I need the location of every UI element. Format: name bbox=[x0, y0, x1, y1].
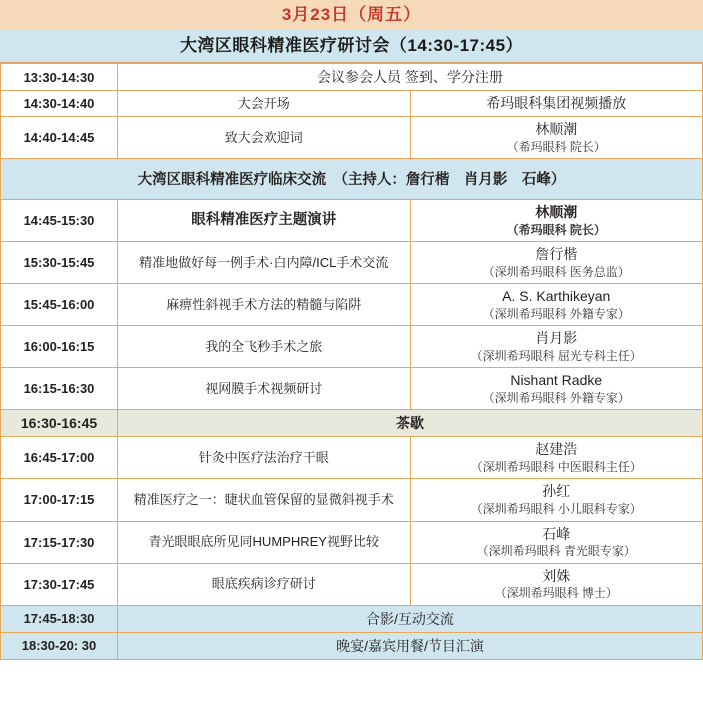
table-row bbox=[1, 91, 703, 117]
row-topic: 青光眼眼底所见同HUMPHREY视野比较 bbox=[118, 521, 411, 563]
speaker-name: A. S. Karthikeyan bbox=[502, 288, 611, 305]
row-topic: 针灸中医疗法治疗干眼 bbox=[118, 437, 411, 479]
row-time: 16:15-16:30 bbox=[1, 368, 118, 410]
table-row bbox=[1, 116, 703, 158]
speaker-org: （希玛眼科 院长） bbox=[506, 222, 606, 237]
speaker-org: （深圳希玛眼科 屈光专科主任） bbox=[470, 349, 642, 364]
footer-row bbox=[1, 605, 703, 632]
agenda-body bbox=[1, 64, 703, 660]
row-speaker bbox=[410, 479, 703, 521]
date-banner: 3月23日（周五） bbox=[0, 0, 703, 30]
speaker-name: 林顺潮 bbox=[535, 120, 578, 137]
table-row bbox=[1, 479, 703, 521]
row-speaker bbox=[410, 521, 703, 563]
agenda-table bbox=[0, 63, 703, 660]
speaker-org: （深圳希玛眼科 医务总监） bbox=[482, 264, 630, 279]
table-row bbox=[1, 521, 703, 563]
row-speaker bbox=[410, 326, 703, 368]
row-time: 18:30-20: 30 bbox=[1, 632, 118, 659]
speaker-name: 赵建浩 bbox=[535, 441, 578, 458]
row-speaker bbox=[410, 437, 703, 479]
speaker-org: （深圳希玛眼科 外籍专家） bbox=[482, 391, 630, 406]
row-speaker bbox=[410, 116, 703, 158]
row-time: 14:40-14:45 bbox=[1, 116, 118, 158]
speaker-name: 肖月影 bbox=[535, 330, 578, 347]
row-speaker bbox=[410, 91, 703, 117]
row-time: 16:30-16:45 bbox=[1, 410, 118, 437]
speaker-name: 石峰 bbox=[542, 525, 571, 542]
row-time: 14:30-14:40 bbox=[1, 91, 118, 117]
table-row bbox=[1, 242, 703, 284]
row-speaker bbox=[410, 368, 703, 410]
section-header-row bbox=[1, 158, 703, 199]
row-speaker bbox=[410, 199, 703, 241]
row-time: 15:45-16:00 bbox=[1, 284, 118, 326]
row-topic: 合影/互动交流 bbox=[118, 605, 703, 632]
speaker-name: 孙红 bbox=[542, 483, 571, 500]
speaker-name: Nishant Radke bbox=[510, 372, 603, 389]
speaker-org: （深圳希玛眼科 青光眼专家） bbox=[476, 544, 636, 559]
row-time: 17:15-17:30 bbox=[1, 521, 118, 563]
table-row bbox=[1, 284, 703, 326]
row-topic: 精准医疗之一：睫状血管保留的显微斜视手术 bbox=[118, 479, 411, 521]
row-time: 17:30-17:45 bbox=[1, 563, 118, 605]
table-row bbox=[1, 199, 703, 241]
row-time: 17:00-17:15 bbox=[1, 479, 118, 521]
row-topic: 茶歇 bbox=[118, 410, 703, 437]
speaker-org: （希玛眼科 院长） bbox=[506, 139, 606, 154]
speaker-name: 詹行楷 bbox=[535, 246, 578, 263]
table-row bbox=[1, 437, 703, 479]
row-speaker bbox=[410, 284, 703, 326]
row-topic: 我的全飞秒手术之旅 bbox=[118, 326, 411, 368]
row-time: 16:00-16:15 bbox=[1, 326, 118, 368]
speaker-name: 林顺潮 bbox=[535, 203, 578, 220]
row-time: 15:30-15:45 bbox=[1, 242, 118, 284]
row-speaker bbox=[410, 563, 703, 605]
row-speaker bbox=[410, 242, 703, 284]
table-row bbox=[1, 563, 703, 605]
speaker-org: （深圳希玛眼科 小儿眼科专家） bbox=[470, 502, 642, 517]
section-title: 大湾区眼科精准医疗临床交流 （主持人：詹行楷 肖月影 石峰） bbox=[1, 158, 703, 199]
row-time: 17:45-18:30 bbox=[1, 605, 118, 632]
row-time: 13:30-14:30 bbox=[1, 64, 118, 91]
row-topic: 致大会欢迎词 bbox=[118, 116, 411, 158]
speaker-name: 希玛眼科集团视频播放 bbox=[486, 95, 627, 111]
row-topic: 视网膜手术视频研讨 bbox=[118, 368, 411, 410]
speaker-org: （深圳希玛眼科 外籍专家） bbox=[482, 307, 630, 322]
table-row bbox=[1, 326, 703, 368]
row-time: 14:45-15:30 bbox=[1, 199, 118, 241]
table-row bbox=[1, 64, 703, 91]
break-row bbox=[1, 410, 703, 437]
row-time: 16:45-17:00 bbox=[1, 437, 118, 479]
row-topic: 眼底疾病诊疗研讨 bbox=[118, 563, 411, 605]
row-topic: 大会开场 bbox=[118, 91, 411, 117]
speaker-name: 刘姝 bbox=[542, 567, 571, 584]
row-topic: 晚宴/嘉宾用餐/节目汇演 bbox=[118, 632, 703, 659]
table-row bbox=[1, 368, 703, 410]
speaker-org: （深圳希玛眼科 中医眼科主任） bbox=[470, 460, 642, 475]
row-topic: 麻痹性斜视手术方法的精髓与陷阱 bbox=[118, 284, 411, 326]
row-topic: 眼科精准医疗主题演讲 bbox=[118, 199, 411, 241]
page-title: 大湾区眼科精准医疗研讨会（14:30-17:45） bbox=[0, 30, 703, 63]
row-topic: 会议参会人员 签到、学分注册 bbox=[118, 64, 703, 91]
speaker-org: （深圳希玛眼科 博士） bbox=[494, 586, 618, 601]
row-topic: 精准地做好每一例手术·白内障/ICL手术交流 bbox=[118, 242, 411, 284]
footer-row bbox=[1, 632, 703, 659]
